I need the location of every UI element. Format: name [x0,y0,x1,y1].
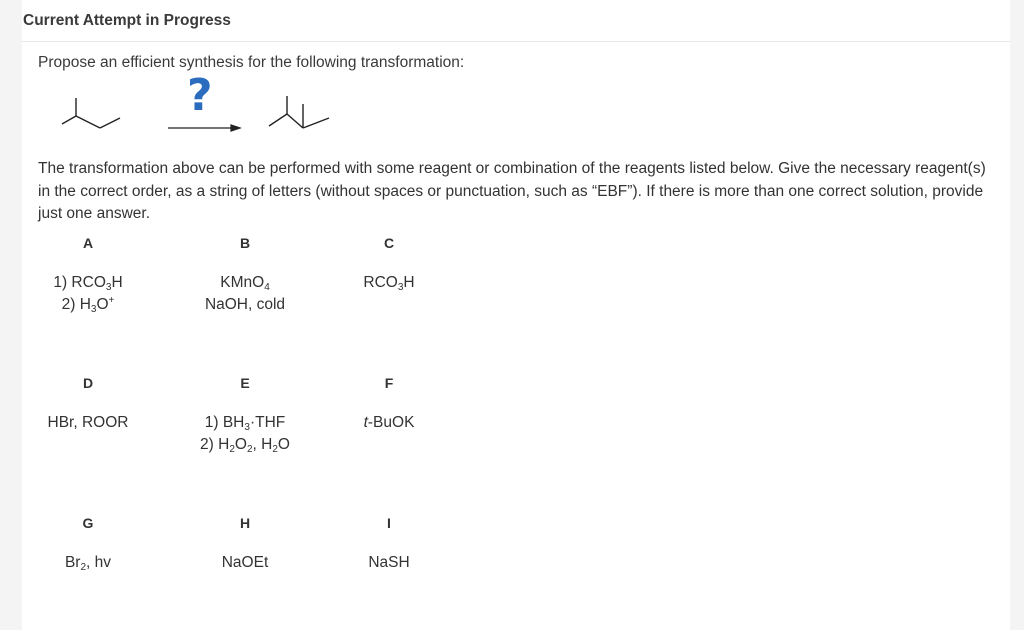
reagent-letter-g: G [82,515,94,531]
reagent-letter-d: D [82,375,94,391]
reagent-g-line1: $Br_2$, hv [64,554,112,573]
unknown-reagent-question-mark: ? [187,70,213,121]
attempt-status-title: Current Attempt in Progress [23,12,231,29]
reagent-d-line1: HBr, ROOR [47,414,129,431]
reagent-c [304,272,474,294]
instructions-text: The transformation above can be performed with some reagent or combination of the reagents listed below. Give the necessary reagent(s) in the correct order, as a string of letters (without spaces or punctuation, such as “EBF”). If there is more than one correct solution, provide just one answer. [38,160,986,222]
header [22,0,1010,42]
reagent-letter-h: H [239,515,251,531]
reagent-g [3,552,173,574]
reagent-f-line1: t-BuOK [363,414,415,431]
question-prompt: Propose an efficient synthesis for the following transformation: [38,54,465,71]
reagent-a-line1: 1) $RCO_3H$ [53,274,123,293]
reagent-c-line1: $RCO_3H$ [363,274,415,293]
reagent-b-line1: KMnO$_4$ [220,274,270,293]
reagent-letter-c: C [383,235,395,251]
reagent-e-line2: 2) $H_2O_2$, $H_2O$ [200,436,290,455]
reagent-e-line1: 1) $BH_3\cdot THF$ [204,414,286,433]
starting-material-structure [62,98,120,128]
product-structure [269,96,329,128]
reagent-a-line2: 2) $H_3O^+$ [61,295,115,315]
reagent-letter-e: E [240,375,250,391]
reagent-h-line1: NaOEt [221,554,269,571]
question-panel [22,0,1010,630]
reagent-letter-i: I [387,515,391,531]
reaction-arrow [168,125,240,131]
reaction-scheme [40,70,360,144]
reagent-b-line2: NaOH, cold [204,296,286,313]
reagent-i [304,552,474,574]
reagent-a [3,272,173,316]
reagent-letter-f: F [384,375,394,391]
reagent-i-line1: NaSH [368,554,410,571]
reagent-f [304,412,474,434]
reagent-d [3,412,173,434]
reagent-letter-a: A [82,235,94,251]
reagent-letter-b: B [239,235,251,251]
